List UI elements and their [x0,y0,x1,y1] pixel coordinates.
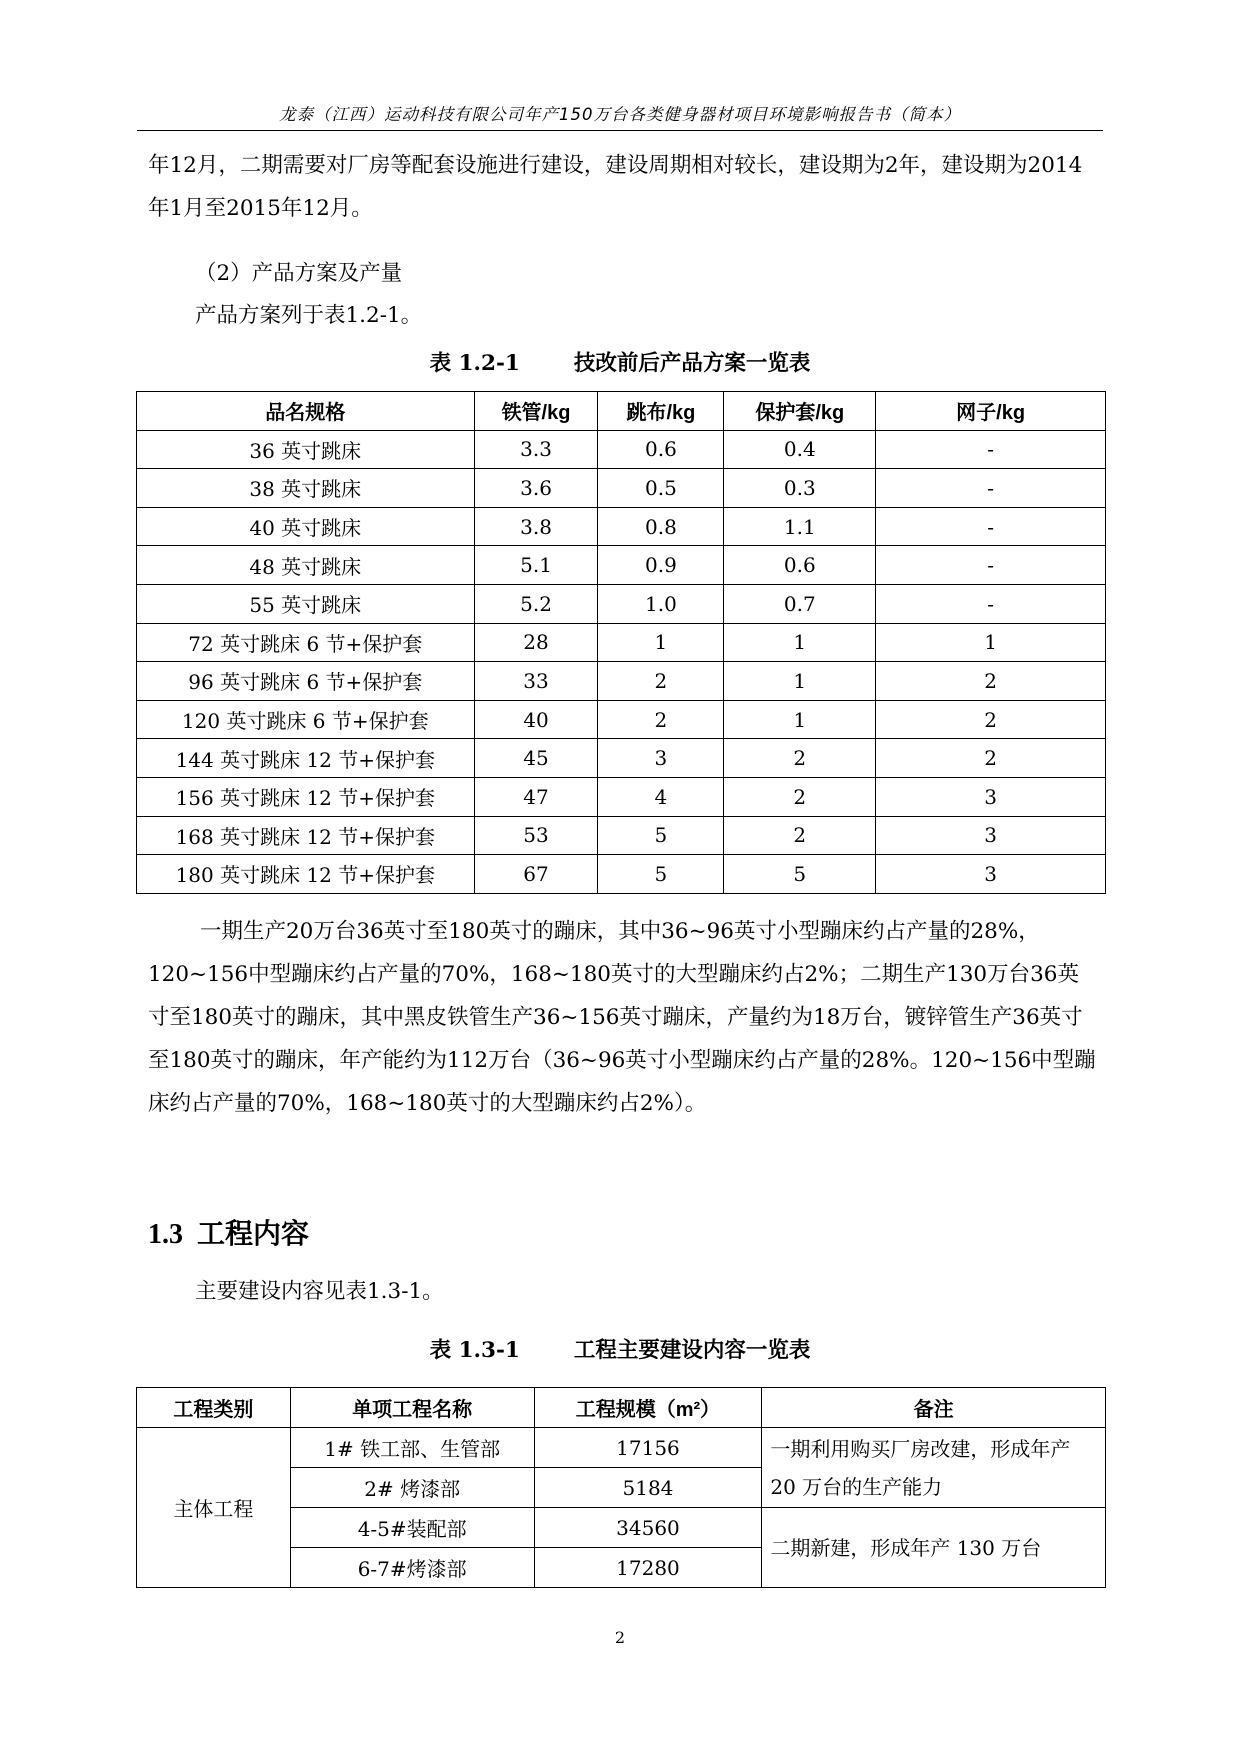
table-cell: 72 英寸跳床 6 节+保护套 [137,623,475,662]
table-cell: 5 [598,855,724,894]
table-cell: 3.6 [474,469,598,508]
table-cell: 28 [474,623,598,662]
table-cell: 1 [876,623,1106,662]
table-cell: 3 [876,816,1106,855]
table-cell: 1# 铁工部、生管部 [290,1428,534,1468]
page-header: 龙泰（江西）运动科技有限公司年产150万台各类健身器材项目环境影响报告书（简本） [279,105,961,124]
table-cell: 120 英寸跳床 6 节+保护套 [137,700,475,739]
col-header: 跳布/kg [598,392,724,431]
table-cell: 55 英寸跳床 [137,584,475,623]
table-cell: 40 [474,700,598,739]
section-title: 工程内容 [197,1218,310,1249]
note-cell: 一期利用购买厂房改建，形成年产 20 万台的生产能力 [762,1428,1106,1508]
table1-caption [120,346,1120,377]
table-cell: 36 英寸跳床 [137,430,475,469]
table-cell: 4-5#装配部 [290,1508,534,1548]
col-header: 铁管/kg [474,392,598,431]
table-cell: 156 英寸跳床 12 节+保护套 [137,777,475,816]
table-cell: - [876,546,1106,585]
table-cell: 3 [598,739,724,778]
col-header: 品名规格 [137,392,475,431]
table-cell: 2 [724,816,876,855]
table-cell: 2 [876,739,1106,778]
table-cell: - [876,469,1106,508]
table-cell: 0.5 [598,469,724,508]
category-cell: 主体工程 [137,1428,291,1588]
section-number: 1.3 [148,1219,183,1250]
table-cell: 3 [876,777,1106,816]
table-cell: 2 [598,662,724,701]
table-row [137,623,1106,662]
table-header-row [137,392,1106,431]
table-cell: 1.1 [724,507,876,546]
table-cell: 4 [598,777,724,816]
table-row [137,855,1106,894]
table-cell: 1 [598,623,724,662]
table-cell: 0.4 [724,430,876,469]
table-row [137,507,1106,546]
table-header-row [137,1388,1106,1428]
table-cell: 17280 [534,1548,762,1588]
table-cell: 5.2 [474,584,598,623]
table2-reference: 主要建设内容见表1.3-1。 [195,1279,444,1304]
table-cell: 2 [724,739,876,778]
col-header: 工程类别 [137,1388,291,1428]
table-row [137,662,1106,701]
table-row [137,584,1106,623]
section-heading [148,1212,309,1252]
col-header: 单项工程名称 [290,1388,534,1428]
table-cell: 96 英寸跳床 6 节+保护套 [137,662,475,701]
col-header: 网子/kg [876,392,1106,431]
table-cell: 6-7#烤漆部 [290,1548,534,1588]
subheading-product-plan: （2）产品方案及产量 [195,261,403,286]
table-cell: 2 [598,700,724,739]
table-cell: 144 英寸跳床 12 节+保护套 [137,739,475,778]
table-cell: 47 [474,777,598,816]
table-cell: 0.9 [598,546,724,585]
table-cell: 0.6 [724,546,876,585]
table-cell: 2 [876,662,1106,701]
table-cell: 180 英寸跳床 12 节+保护套 [137,855,475,894]
table-cell: 1 [724,662,876,701]
col-header: 工程规模（m²） [534,1388,762,1428]
table-cell: 2 [724,777,876,816]
col-header: 保护套/kg [724,392,876,431]
table-row [137,546,1106,585]
table-cell: 33 [474,662,598,701]
col-header: 备注 [762,1388,1106,1428]
table2-caption-title: 工程主要建设内容一览表 [573,1338,811,1363]
table-cell: 40 英寸跳床 [137,507,475,546]
table-row [137,469,1106,508]
table-row [137,777,1106,816]
table-cell: 2 [876,700,1106,739]
table-cell: 0.6 [598,430,724,469]
table2-caption [120,1333,1120,1364]
table-cell: 17156 [534,1428,762,1468]
construction-content-table [136,1387,1106,1588]
table-cell: 0.7 [724,584,876,623]
header-rule [137,130,1103,131]
table1-caption-num: 表 1.2-1 [429,351,520,376]
table-cell: 45 [474,739,598,778]
page-number: 2 [614,1628,626,1647]
table-cell: 3.8 [474,507,598,546]
table-cell: 38 英寸跳床 [137,469,475,508]
table1-caption-title: 技改前后产品方案一览表 [573,351,811,376]
product-plan-table [136,391,1106,894]
table-cell: 2# 烤漆部 [290,1468,534,1508]
table-cell: 34560 [534,1508,762,1548]
table-cell: 5184 [534,1468,762,1508]
table-cell: 5 [724,855,876,894]
table-cell: 5 [598,816,724,855]
paragraph-construction-period: 年12月，二期需要对厂房等配套设施进行建设，建设周期相对较长，建设期为2年，建设期为2014年1月至2015年12月。 [148,153,1083,221]
table-cell: 1 [724,700,876,739]
paragraph-production-split: 一期生产20万台36英寸至180英寸的蹦床，其中36~96英寸小型蹦床约占产量的28%，120~156中型蹦床约占产量的70%，168~180英寸的大型蹦床约占2%；二期生产130万台36英寸至180英寸的蹦床，其中黑皮铁管生产36~156英寸蹦床，产量约为18万台，镀锌管生产36英寸至180英寸的蹦床，年产能约为112万台（36~96英寸小型蹦床约占产量的28%。120~156中型蹦床约占产量的70%，168~180英寸的大型蹦床约占2%）。 [148,919,1096,1116]
table-cell: - [876,507,1106,546]
table-cell: 1 [724,623,876,662]
table-cell: 53 [474,816,598,855]
table-cell: 3 [876,855,1106,894]
table-cell: 5.1 [474,546,598,585]
table-row [137,739,1106,778]
table-cell: 168 英寸跳床 12 节+保护套 [137,816,475,855]
table-row [137,816,1106,855]
table1-reference: 产品方案列于表1.2-1。 [195,303,423,328]
table2-caption-num: 表 1.3-1 [429,1338,520,1363]
table-row [137,430,1106,469]
table-cell: 3.3 [474,430,598,469]
table-cell: - [876,430,1106,469]
table-cell: 48 英寸跳床 [137,546,475,585]
table-row [137,700,1106,739]
table-cell: 0.8 [598,507,724,546]
table-cell: 1.0 [598,584,724,623]
note-cell: 二期新建，形成年产 130 万台 [762,1508,1106,1588]
table-cell: 0.3 [724,469,876,508]
table-cell: - [876,584,1106,623]
table-row [137,1428,1106,1468]
table-cell: 67 [474,855,598,894]
